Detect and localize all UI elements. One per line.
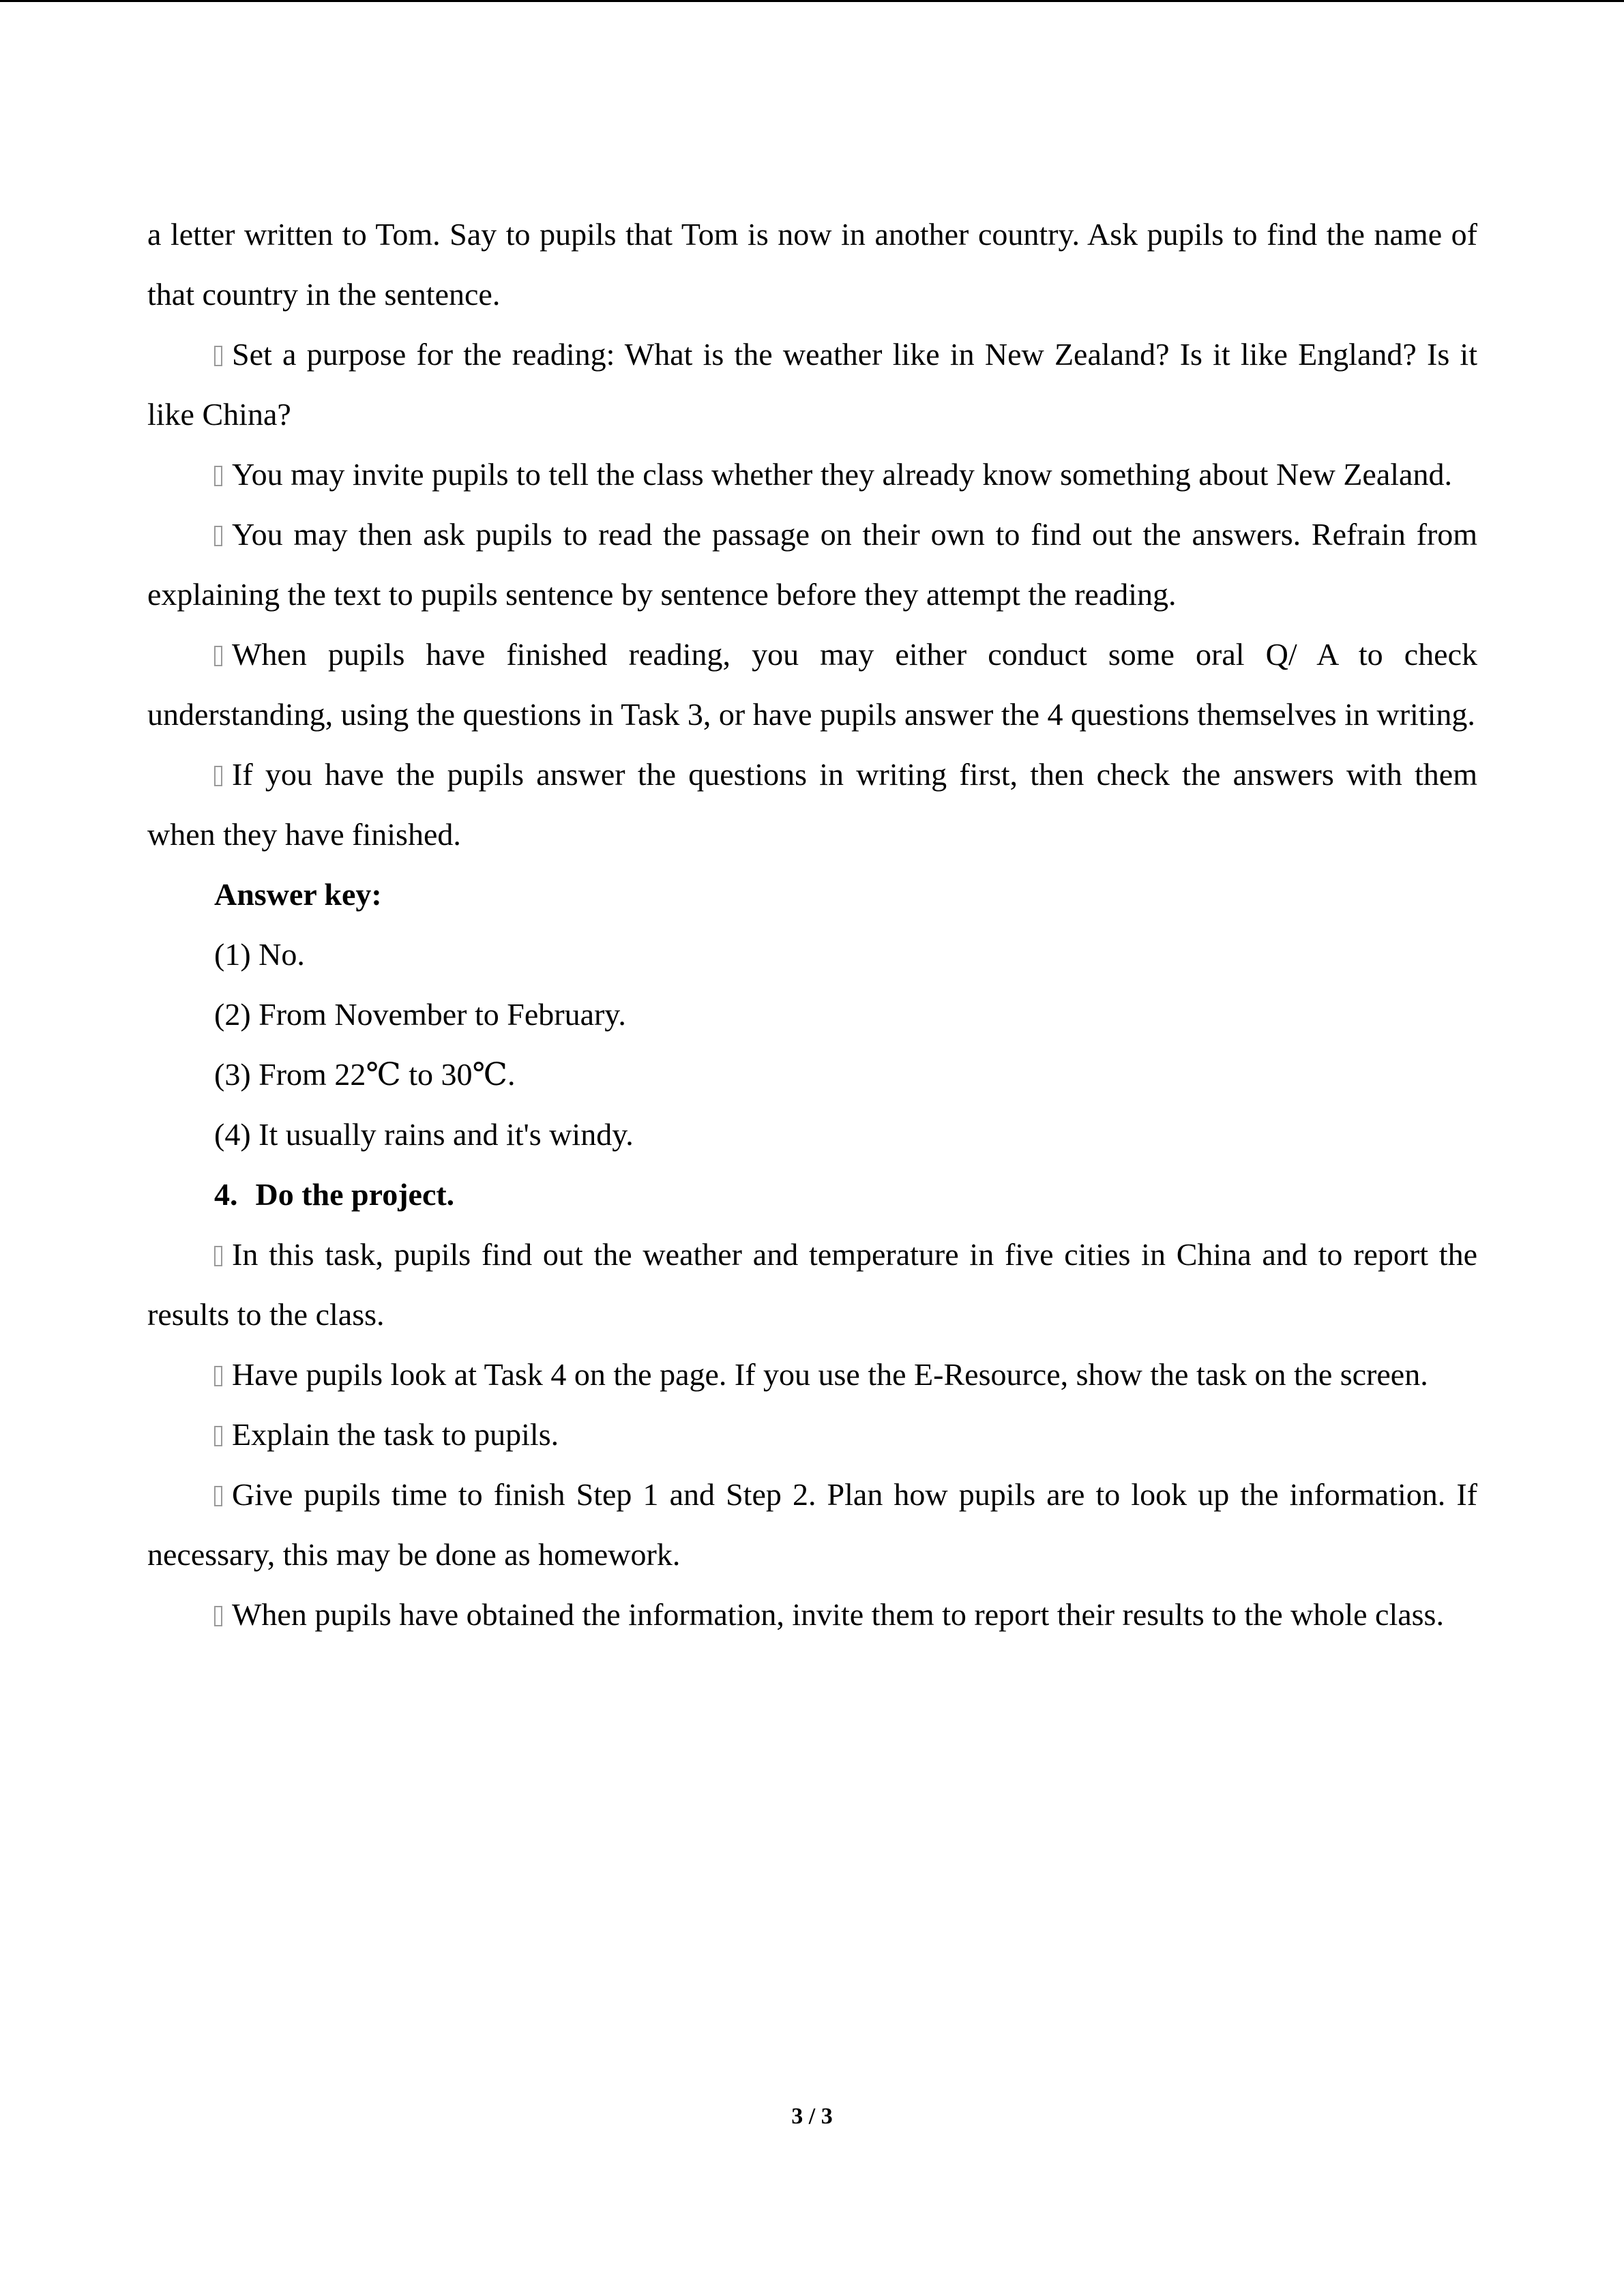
paragraph-task-4-page [147, 1345, 1477, 1405]
bullet-box-icon [214, 526, 222, 546]
paragraph-text: Explain the task to pupils. [232, 1417, 559, 1452]
section-4-number: 4. [214, 1177, 238, 1212]
paragraph-text: When pupils have obtained the information, invite them to report their results to the whole class. [232, 1597, 1444, 1632]
paragraph-reading-purpose [147, 325, 1477, 445]
paragraph-invite-pupils [147, 445, 1477, 505]
paragraph-text: Give pupils time to finish Step 1 and Step 2. Plan how pupils are to look up the information. If necessary, this may be done as homework. [147, 1477, 1477, 1572]
bullet-box-icon [214, 1426, 222, 1446]
paragraph-text: When pupils have finished reading, you may either conduct some oral Q/ A to check understanding, using the questions in Task 3, or have pupils answer the 4 questions themselves in writing. [147, 637, 1477, 732]
paragraph-text: In this task, pupils find out the weather and temperature in five cities in China and to report the results to the class. [147, 1237, 1477, 1332]
top-border-line [0, 0, 1624, 2]
paragraph-text: If you have the pupils answer the questions in writing first, then check the answers with them when they have finished. [147, 757, 1477, 852]
paragraph-give-time [147, 1465, 1477, 1585]
bullet-box-icon [214, 1486, 222, 1506]
paragraph-text: You may invite pupils to tell the class whether they already know something about New Zealand. [232, 457, 1452, 492]
paragraph-read-passage [147, 505, 1477, 625]
answer-key-item-3: (3) From 22℃ to 30℃. [214, 1057, 516, 1092]
bullet-box-icon [214, 346, 222, 366]
bullet-box-icon [214, 466, 222, 486]
paragraph-check-answers [147, 745, 1477, 865]
answer-key-item-4: (4) It usually rains and it's windy. [214, 1117, 634, 1152]
paragraph-report-results [147, 1585, 1477, 1645]
bullet-box-icon [214, 646, 222, 666]
section-4-heading [147, 1165, 1477, 1225]
paragraph-letter-continued: a letter written to Tom. Say to pupils that Tom is now in another country. Ask pupils to find the name of that country in the sentence. [147, 217, 1477, 312]
paragraph-explain-task [147, 1405, 1477, 1465]
paragraph-oral-qa [147, 625, 1477, 745]
paragraph-text: Set a purpose for the reading: What is the weather like in New Zealand? Is it like England? Is it like China? [147, 337, 1477, 432]
paragraph-project-task [147, 1225, 1477, 1345]
bullet-box-icon [214, 1606, 222, 1626]
document-body [147, 205, 1477, 1645]
answer-key-title: Answer key: [214, 877, 382, 912]
section-4-title: Do the project. [255, 1177, 455, 1212]
bullet-box-icon [214, 1366, 222, 1386]
paragraph-text: You may then ask pupils to read the passage on their own to find out the answers. Refrain from explaining the text to pupils sentence by sentence before they attempt the reading. [147, 517, 1477, 612]
paragraph-text: Have pupils look at Task 4 on the page. If you use the E-Resource, show the task on the screen. [232, 1357, 1428, 1392]
bullet-box-icon [214, 766, 222, 786]
bullet-box-icon [214, 1246, 222, 1266]
page-number: 3 / 3 [791, 2104, 833, 2129]
answer-key-item-1: (1) No. [214, 937, 305, 972]
answer-key-item-2: (2) From November to February. [214, 997, 626, 1032]
